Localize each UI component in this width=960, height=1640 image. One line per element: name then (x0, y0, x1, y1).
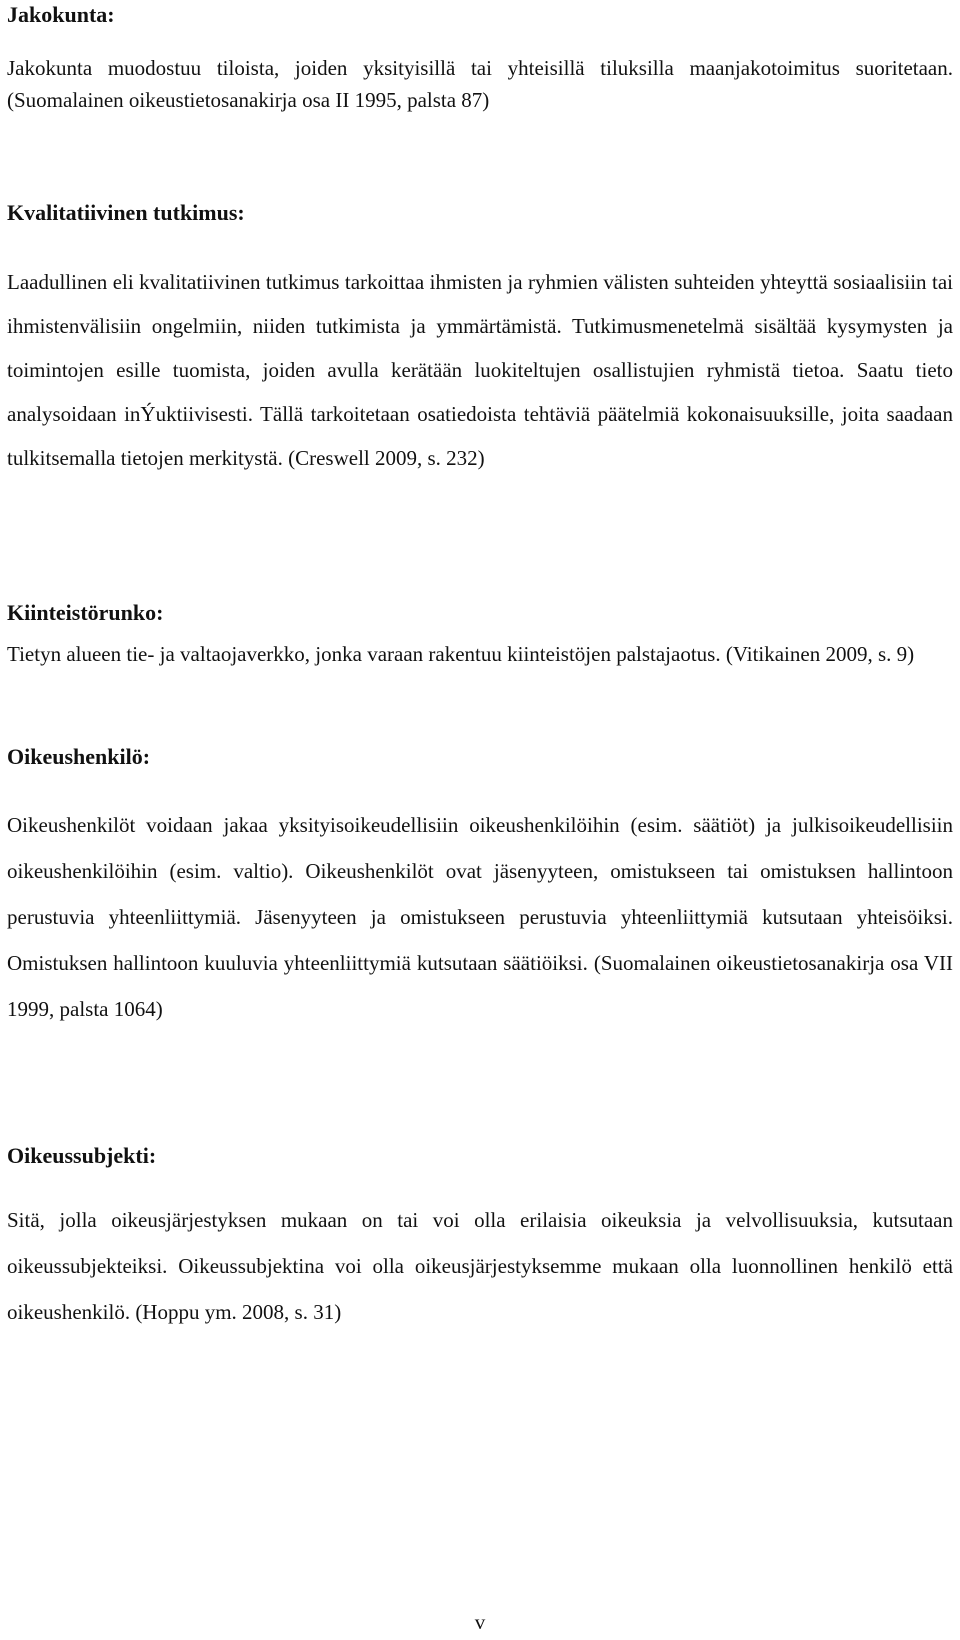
page-number: v (474, 1610, 486, 1634)
term-heading: Kiinteistörunko: (7, 600, 164, 625)
term-definition: Sitä, jolla oikeusjärjestyksen mukaan on tai voi olla erilaisia oikeuksia ja velvollisuuksia, kutsutaan oikeussubjekteiksi. Oikeussubjektina voi olla oikeusjärjestyksemme mukaan olla luonnollinen henkilö että oikeushenkilö. (Hoppu ym. 2008, s. 31) (7, 1208, 953, 1324)
term-kvalitatiivinen-tutkimus (7, 200, 953, 480)
term-definition: Oikeushenkilöt voidaan jakaa yksityisoikeudellisiin oikeushenkilöihin (esim. säätiöt) ja julkisoikeudellisiin oikeushenkilöihin (esim. valtio). Oikeushenkilöt ovat jäsenyyteen, omistukseen tai omistuksen hallintoon perustuvia yhteenliittymiä. Jäsenyyteen ja omistukseen perustuvia yhteenliittymiä kutsutaan yhteisöiksi. Omistuksen hallintoon kuuluvia yhteenliittymiä kutsutaan säätiöiksi. (Suomalainen oikeustietosanakirja osa VII 1999, palsta 1064) (7, 813, 953, 1021)
term-heading: Oikeussubjekti: (7, 1143, 157, 1168)
term-heading: Oikeushenkilö: (7, 744, 151, 769)
term-kiinteistorunko (7, 600, 953, 670)
term-definition: Tietyn alueen tie- ja valtaojaverkko, jonka varaan rakentuu kiinteistöjen palstajaotus. (Vitikainen 2009, s. 9) (7, 642, 915, 666)
term-heading: Jakokunta: (7, 2, 115, 27)
term-heading: Kvalitatiivinen tutkimus: (7, 200, 245, 225)
term-definition: Jakokunta muodostuu tiloista, joiden yksityisillä tai yhteisillä tiluksilla maanjakotoimitus suoritetaan. (Suomalainen oikeustietosanakirja osa II 1995, palsta 87) (7, 56, 953, 112)
term-jakokunta (7, 2, 953, 116)
term-oikeushenkilo (7, 744, 953, 1032)
term-definition: Laadullinen eli kvalitatiivinen tutkimus tarkoittaa ihmisten ja ryhmien välisten suhteiden yhteyttä sosiaalisiin tai ihmistenvälisiin ongelmiin, niiden tutkimista ja ymmärtämistä. Tutkimusmenetelmä sisältää kysymysten ja toimintojen esille tuomista, joiden avulla kerätään luokiteltujen osallistujien ryhmistä tietoa. Saatu tieto analysoidaan inÝuktiivisesti. Tällä tarkoitetaan osatiedoista tehtäviä päätelmiä kokonaisuuksille, joita saadaan tulkitsemalla tietojen merkitystä. (Creswell 2009, s. 232) (7, 270, 953, 470)
term-oikeussubjekti (7, 1143, 953, 1335)
